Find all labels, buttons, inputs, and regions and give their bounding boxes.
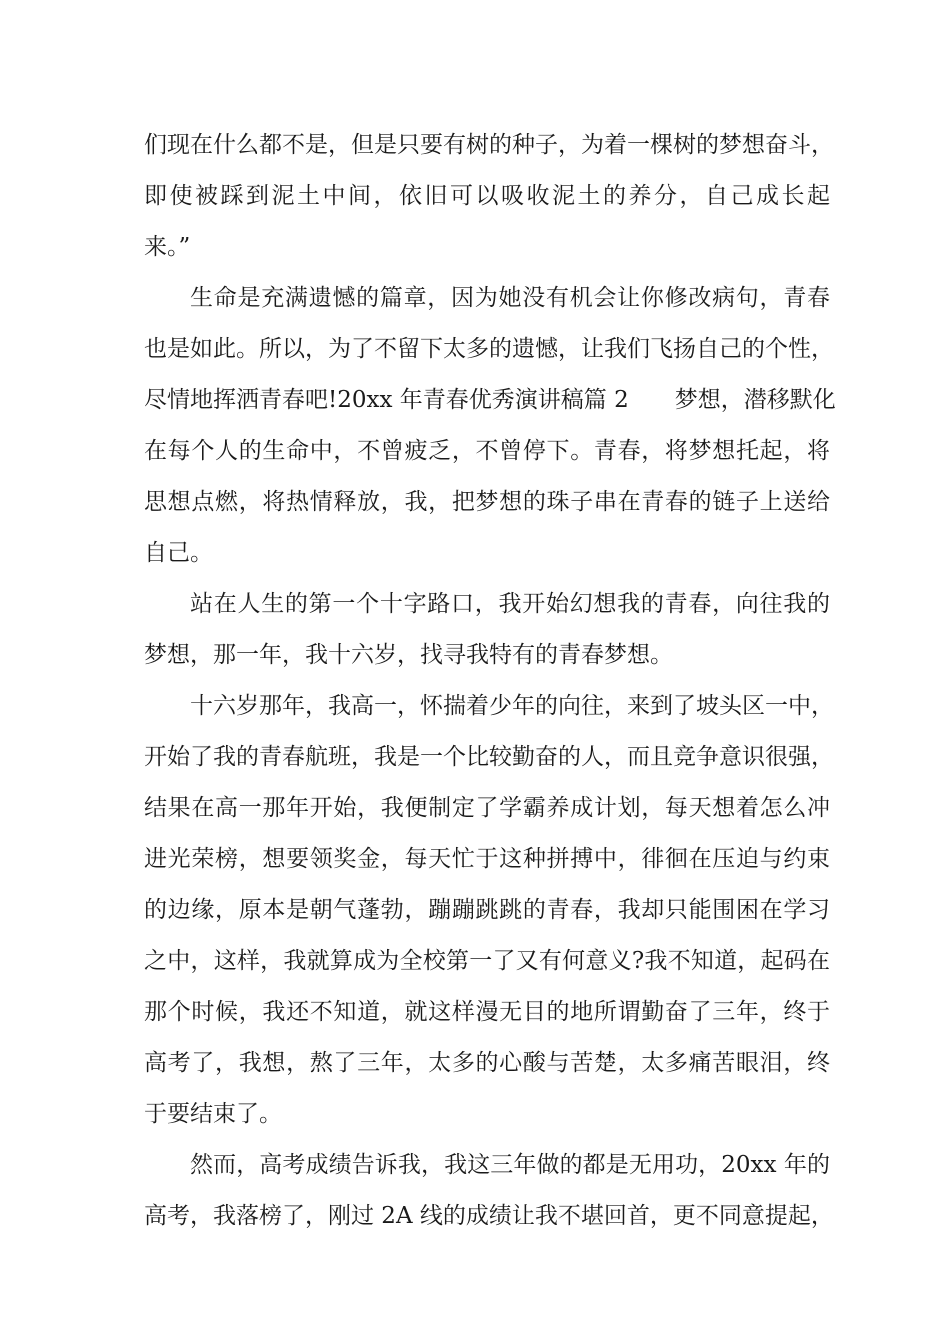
text-line: 自己。 xyxy=(144,540,213,566)
text-line: 结果在高一那年开始，我便制定了学霸养成计划，每天想着怎么冲 xyxy=(144,795,830,821)
text-line: 高考了，我想，熬了三年，太多的心酸与苦楚，太多痛苦眼泪，终 xyxy=(144,1050,830,1076)
text-line: 高考，我落榜了，刚过 2A 线的成绩让我不堪回首，更不同意提起， xyxy=(144,1203,834,1229)
text-line: 开始了我的青春航班，我是一个比较勤奋的人，而且竞争意识很强， xyxy=(144,744,834,770)
text-line: 那个时候，我还不知道，就这样漫无目的地所谓勤奋了三年，终于 xyxy=(144,999,830,1025)
paragraph-first-line: 十六岁那年，我高一，怀揣着少年的向往，来到了坡头区一中， xyxy=(190,693,834,719)
text-line: 即使被踩到泥土中间，依旧可以吸收泥土的养分，自己成长起 xyxy=(144,183,830,209)
text-line: 梦想，那一年，我十六岁，找寻我特有的青春梦想。 xyxy=(144,642,673,668)
text-line: 来。” xyxy=(144,234,191,260)
paragraph-first-line: 站在人生的第一个十字路口，我开始幻想我的青春，向往我的 xyxy=(190,591,830,617)
paragraph-first-line: 然而，高考成绩告诉我，我这三年做的都是无用功，20xx 年的 xyxy=(190,1152,830,1178)
text-line: 尽情地挥洒青春吧!20xx 年青春优秀演讲稿篇 2 梦想，潜移默化 xyxy=(144,387,836,413)
text-line: 思想点燃，将热情释放，我，把梦想的珠子串在青春的链子上送给 xyxy=(144,489,830,515)
text-line: 在每个人的生命中，不曾疲乏，不曾停下。青春，将梦想托起，将 xyxy=(144,438,830,464)
text-line: 进光荣榜，想要领奖金，每天忙于这种拼搏中，徘徊在压迫与约束 xyxy=(144,846,830,872)
text-line: 的边缘，原本是朝气蓬勃，蹦蹦跳跳的青春，我却只能围困在学习 xyxy=(144,897,830,923)
paragraph-first-line: 生命是充满遗憾的篇章，因为她没有机会让你修改病句，青春 xyxy=(190,285,830,311)
text-line: 也是如此。所以，为了不留下太多的遗憾，让我们飞扬自己的个性， xyxy=(144,336,834,362)
text-line: 之中，这样，我就算成为全校第一了又有何意义?我不知道，起码在 xyxy=(144,948,830,974)
text-line: 于要结束了。 xyxy=(144,1101,282,1127)
text-line: 们现在什么都不是，但是只要有树的种子，为着一棵树的梦想奋斗， xyxy=(144,132,834,158)
